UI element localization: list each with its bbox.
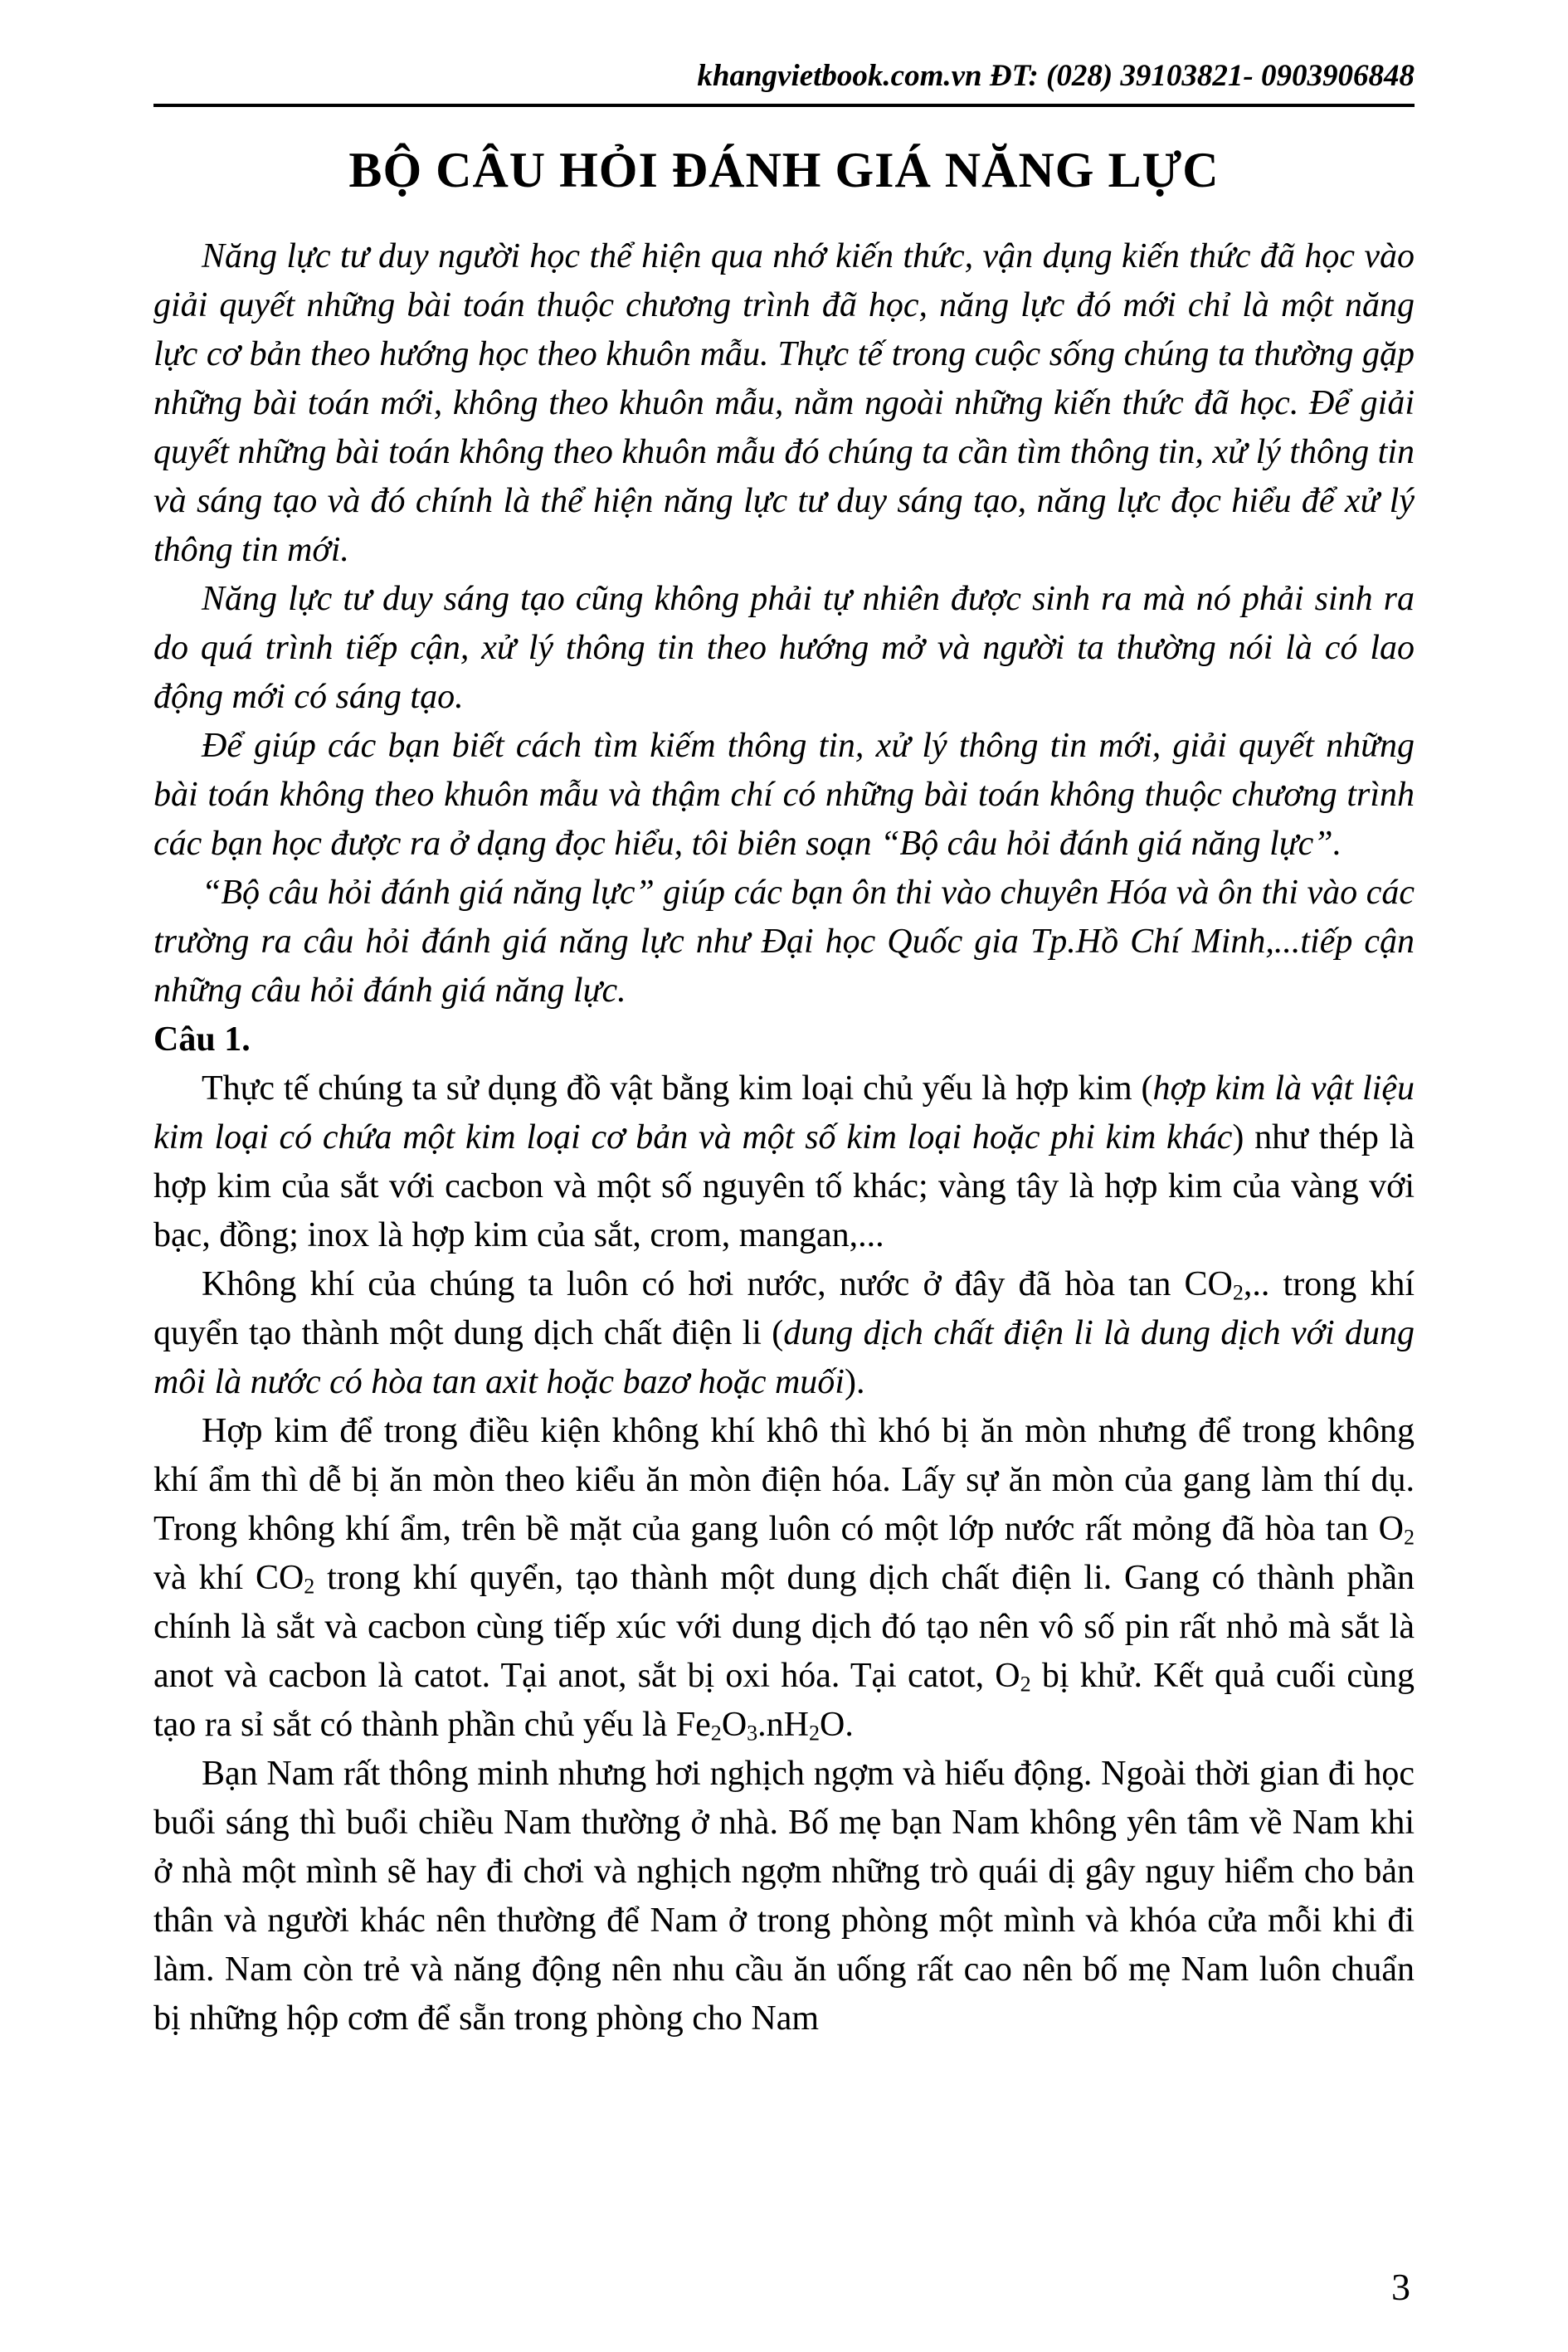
text-run: Câu 1. xyxy=(153,1020,251,1059)
text-run: bị khử. Kết quả cuối cùng tạo ra sỉ sắt có thành phần chủ yếu là Fe xyxy=(153,1657,1415,1744)
text-run: Năng lực tư duy sáng tạo cũng không phải tự nhiên được sinh ra mà nó phải sinh ra do quá trình tiếp cận, xử lý thông tin theo hướng mở và người ta thường nói là có lao động mới có sáng tạo. xyxy=(153,580,1415,716)
text-run: và khí CO xyxy=(153,1559,304,1597)
text-run: ,.. trong khí quyển tạo thành một dung dịch chất điện li ( xyxy=(153,1265,1415,1352)
header-text: khangvietbook.com.vn ĐT: (028) 39103821- 0903906848 xyxy=(697,59,1415,93)
document-content xyxy=(153,232,1415,2043)
text-run: Bạn Nam rất thông minh nhưng hơi nghịch ngợm và hiếu động. Ngoài thời gian đi học buổi sáng thì buổi chiều Nam thường ở nhà. Bố mẹ bạn Nam không yên tâm về Nam khi ở nhà một mình sẽ hay đi chơi và nghịch ngợm những trò quái dị gây nguy hiểm cho bản thân và người khác nên thường để Nam ở trong phòng một mình và khóa cửa mỗi khi đi làm. Nam còn trẻ và năng động nên nhu cầu ăn uống rất cao nên bố mẹ Nam luôn chuẩn bị những hộp cơm để sẵn trong phòng cho Nam xyxy=(153,1755,1415,2038)
text-run: “Bộ câu hỏi đánh giá năng lực” giúp các bạn ôn thi vào chuyên Hóa và ôn thi vào các trường ra câu hỏi đánh giá năng lực như Đại học Quốc gia Tp.Hồ Chí Minh,...tiếp cận những câu hỏi đánh giá năng lực. xyxy=(153,874,1415,1010)
text-run: O xyxy=(721,1706,747,1744)
subscript-text: 2 xyxy=(710,1721,722,1746)
subscript-text: 2 xyxy=(809,1721,821,1746)
text-run: Thực tế chúng ta sử dụng đồ vật bằng kim loại chủ yếu là hợp kim ( xyxy=(202,1069,1153,1108)
subscript-text: 3 xyxy=(747,1721,758,1746)
text-run: Không khí của chúng ta luôn có hơi nước, nước ở đây đã hòa tan CO xyxy=(202,1265,1233,1303)
intro-paragraph-4 xyxy=(153,869,1415,1015)
text-run: ) như thép là hợp kim của sắt với cacbon và một số nguyên tố khác; vàng tây là hợp kim của vàng với bạc, đồng; inox là hợp kim của sắt, crom, mangan,... xyxy=(153,1118,1415,1254)
subscript-text: 2 xyxy=(304,1574,315,1599)
intro-paragraph-1 xyxy=(153,232,1415,575)
text-run: Để giúp các bạn biết cách tìm kiếm thông tin, xử lý thông tin mới, giải quyết những bài toán không theo khuôn mẫu và thậm chí có những bài toán không thuộc chương trình các bạn học được ra ở dạng đọc hiểu, tôi biên soạn “Bộ câu hỏi đánh giá năng lực”. xyxy=(153,727,1415,863)
body-paragraph-4 xyxy=(153,1750,1415,2043)
intro-paragraph-3 xyxy=(153,722,1415,869)
body-paragraph-3 xyxy=(153,1407,1415,1750)
body-paragraph-2 xyxy=(153,1260,1415,1407)
text-run: Năng lực tư duy người học thể hiện qua nhớ kiến thức, vận dụng kiến thức đã học vào giải quyết những bài toán thuộc chương trình đã học, năng lực đó mới chỉ là một năng lực cơ bản theo hướng học theo khuôn mẫu. Thực tế trong cuộc sống chúng ta thường gặp những bài toán mới, không theo khuôn mẫu, nằm ngoài những kiến thức đã học. Để giải quyết những bài toán không theo khuôn mẫu đó chúng ta cần tìm thông tin, xử lý thông tin và sáng tạo và đó chính là thể hiện năng lực tư duy sáng tạo, năng lực đọc hiểu để xử lý thông tin mới. xyxy=(153,237,1415,569)
text-run: O. xyxy=(820,1706,854,1744)
text-run: dung dịch chất điện li là dung dịch với dung môi là nước có hòa tan axit hoặc bazơ hoặc muối xyxy=(153,1314,1415,1401)
text-run: Hợp kim để trong điều kiện không khí khô thì khó bị ăn mòn nhưng để trong không khí ẩm thì dễ bị ăn mòn theo kiểu ăn mòn điện hóa. Lấy sự ăn mòn của gang làm thí dụ. Trong không khí ẩm, trên bề mặt của gang luôn có một lớp nước rất mỏng đã hòa tan O xyxy=(153,1412,1415,1548)
intro-paragraph-2 xyxy=(153,575,1415,722)
text-run: trong khí quyển, tạo thành một dung dịch chất điện li. Gang có thành phần chính là sắt và cacbon cùng tiếp xúc với dung dịch đó tạo nên vô số pin rất nhỏ mà sắt là anot và cacbon là catot. Tại anot, sắt bị oxi hóa. Tại catot, O xyxy=(153,1559,1415,1695)
question-label xyxy=(153,1015,1415,1064)
page-header xyxy=(153,58,1415,107)
page-number: 3 xyxy=(1391,2266,1410,2308)
subscript-text: 2 xyxy=(1020,1672,1031,1697)
body-paragraph-1 xyxy=(153,1064,1415,1260)
page-title: BỘ CÂU HỎI ĐÁNH GIÁ NĂNG LỰC xyxy=(348,143,1220,197)
subscript-text: 2 xyxy=(1232,1280,1244,1305)
text-run: ). xyxy=(844,1363,865,1401)
text-run: hợp kim là vật liệu kim loại có chứa một kim loại cơ bản và một số kim loại hoặc phi kim khác xyxy=(153,1069,1415,1157)
text-run: .nH xyxy=(757,1706,810,1744)
subscript-text: 2 xyxy=(1403,1525,1415,1550)
